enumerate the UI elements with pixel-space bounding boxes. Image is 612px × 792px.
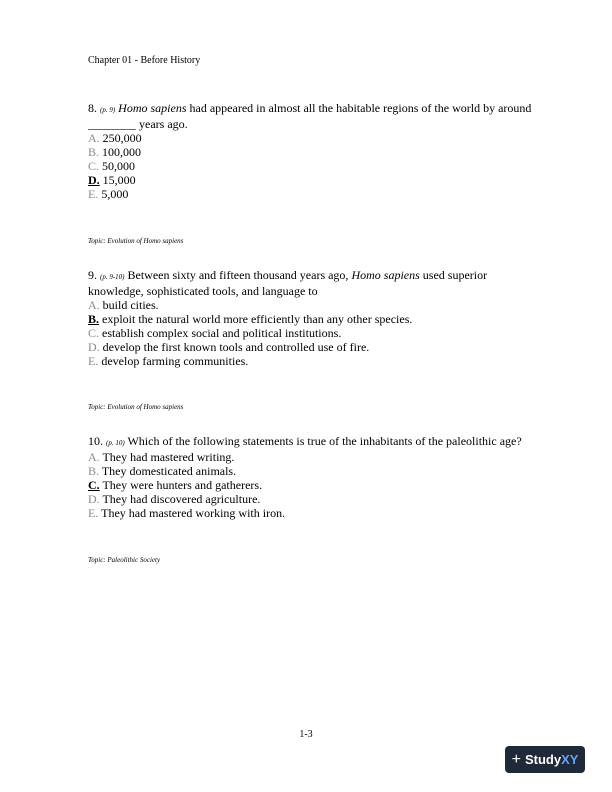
option-e [88, 506, 543, 520]
question-8 [88, 101, 543, 201]
option-a [88, 298, 543, 312]
option-a [88, 131, 543, 145]
option-text: develop the first known tools and controlled use of fire. [102, 340, 370, 354]
option-a [88, 450, 543, 464]
topic-label: Topic: Evolution of Homo sapiens [88, 403, 184, 411]
option-letter: B. [88, 464, 100, 478]
question-stem [88, 101, 543, 117]
topic-label: Topic: Paleolithic Society [88, 556, 161, 564]
option-text: 100,000 [102, 145, 142, 159]
stem-text-line2: ________ years ago. [88, 117, 188, 131]
plus-icon: + [511, 750, 521, 768]
option-e [88, 354, 543, 368]
page-reference: (p. 10) [106, 439, 125, 447]
stem-text: Between sixty and fifteen thousand years ago, [127, 268, 352, 282]
topic-label: Topic: Evolution of Homo sapiens [88, 237, 184, 245]
page-header: Chapter 01 - Before History [88, 55, 201, 66]
option-text: They were hunters and gatherers. [102, 478, 263, 492]
page-number: 1-3 [299, 729, 313, 740]
option-text: They had mastered writing. [102, 450, 235, 464]
option-letter: A. [88, 450, 100, 464]
question-stem [88, 434, 543, 450]
question-number: 8. [88, 101, 97, 115]
option-text: exploit the natural world more efficiently than any other species. [102, 312, 413, 326]
question-stem [88, 268, 543, 284]
option-d [88, 492, 543, 506]
stem-italic: Homo sapiens [351, 268, 420, 282]
question-number: 9. [88, 268, 97, 282]
page-reference: (p. 9-10) [100, 273, 125, 281]
option-letter: E. [88, 506, 99, 520]
stem-text: used superior [419, 268, 488, 282]
option-text: 50,000 [102, 159, 136, 173]
option-letter: B. [88, 312, 100, 326]
option-c [88, 159, 543, 173]
page-reference: (p. 9) [100, 106, 116, 114]
option-b [88, 464, 543, 478]
option-text: 15,000 [102, 173, 136, 187]
option-letter: D. [88, 492, 100, 506]
option-e [88, 187, 543, 201]
option-text: They had discovered agriculture. [102, 492, 261, 506]
stem-text: had appeared in almost all the habitable regions of the world by around [186, 101, 532, 115]
studyxy-logo [505, 746, 585, 773]
option-letter: C. [88, 159, 100, 173]
option-text: establish complex social and political institutions. [102, 326, 342, 340]
option-b [88, 145, 543, 159]
option-letter: A. [88, 298, 100, 312]
option-letter: C. [88, 478, 100, 492]
option-b-correct [88, 312, 543, 326]
option-c-correct [88, 478, 543, 492]
stem-text-line2: knowledge, sophisticated tools, and language to [88, 284, 318, 298]
option-letter: C. [88, 326, 100, 340]
option-text: They had mastered working with iron. [101, 506, 286, 520]
option-text: 5,000 [101, 187, 129, 201]
option-letter: D. [88, 340, 100, 354]
option-letter: A. [88, 131, 100, 145]
option-d-correct [88, 173, 543, 187]
option-letter: B. [88, 145, 100, 159]
option-text: develop farming communities. [101, 354, 249, 368]
option-text: 250,000 [102, 131, 142, 145]
option-letter: E. [88, 354, 99, 368]
stem-italic: Homo sapiens [118, 101, 187, 115]
question-10 [88, 434, 543, 520]
option-text: build cities. [102, 298, 159, 312]
option-text: They domesticated animals. [101, 464, 237, 478]
option-letter: D. [88, 173, 100, 187]
option-letter: E. [88, 187, 99, 201]
logo-text-prefix: Study [524, 752, 562, 767]
stem-text: Which of the following statements is true of the inhabitants of the paleolithic age? [127, 434, 522, 448]
logo-text-suffix: XY [561, 752, 579, 767]
option-c [88, 326, 543, 340]
option-d [88, 340, 543, 354]
question-9 [88, 268, 543, 368]
question-number: 10. [88, 434, 103, 448]
